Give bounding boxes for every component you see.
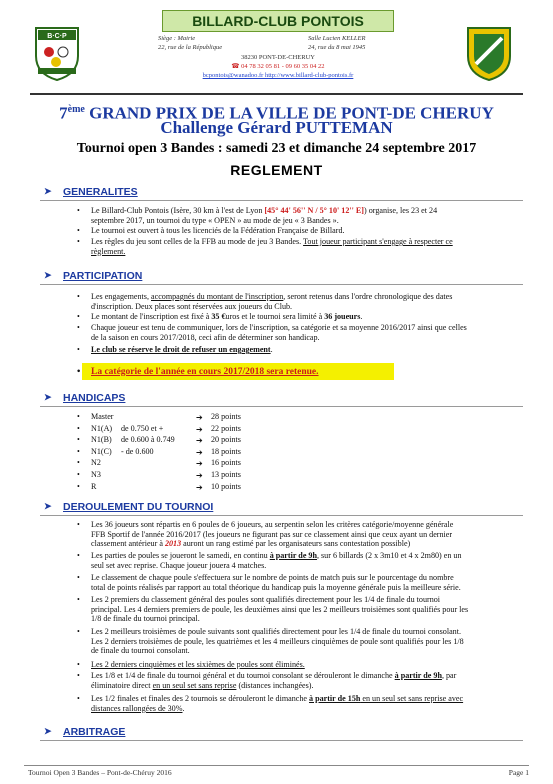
city-crest-right [466,26,512,82]
tournament-dates: Tournoi open 3 Bandes : samedi 23 et dimanche 24 septembre 2017 [76,141,477,156]
handicap-points: 20 points [211,435,241,445]
list-item: • Les 2 premiers du classement général des poules sont qualifiés directement pour les 1/4 de finale du tournoi principal. Les 4 derniers premiers de poule, les deuxièmes ainsi que les 2 meilleurs troisièmes sont qualifiés pour les 1/8 de finale du tournoi principal. [91,595,529,624]
list-item: • Le tournoi est ouvert à tous les licenciés de la Fédération Française de Billard. [91,226,529,236]
handicap-points: 16 points [211,458,241,468]
address-left: 22, rue de la République [158,44,223,51]
section-rule [40,284,523,285]
page-number: Page 1 [508,768,529,777]
handicap-row [91,458,351,470]
handicap-row [91,482,351,494]
club-name: BILLARD-CLUB PONTOIS [162,10,394,32]
handicap-row [91,435,351,447]
list-item: • Chaque joueur est tenu de communiquer, lors de l'inscription, sa catégorie et sa moyenne 2016/2017 ainsi que celles de la saison en cours 2017/2018, ceci afin de déterminer son handicap. [91,323,529,342]
handicap-points: 28 points [211,412,241,421]
handicap-points: 22 points [211,423,241,433]
list-item: • Les 1/8 et 1/4 de finale du tournoi général et du tournoi consolant se dérouleront le dimanche à partir de 9h, par éliminatoire direct en un seul set sans reprise (distances inchangées). [91,671,529,690]
chevron-right-icon: ➤ [44,501,52,511]
section-handicaps: ➤ HANDICAPS [44,392,126,404]
contact-links[interactable]: bcpontois@wanadoo.fr http://www.billard-club-pontois.fr [202,72,354,79]
handicap-category: • Master [91,412,114,421]
list-item: • Les 2 meilleurs troisièmes de poule suivants sont qualifiés directement pour les 1/4 de finale du tournoi consolant. Les 2 derniers troisièmes de poule, les quatrièmes et les 4 meilleurs cinquièmes de poule sont qualifiés pour les 1/8 de finale du tournoi consolant. [91,627,529,656]
arrow-right-icon: ➔ [196,436,203,446]
list-item: • Le montant de l'inscription est fixé à 35 €uros et le tournoi sera limité à 36 joueurs. [91,312,529,322]
grand-prix-title: 7ème GRAND PRIX DE LA VILLE DE PONT-DE CHERUY [59,103,494,123]
club-header [148,10,408,90]
list-item: • Les 1/2 finales et finales des 2 tournois se dérouleront le dimanche à partir de 15h en un seul set sans reprise avec distances rallongées de 30%. [91,694,529,713]
handicap-category: • N1(A) [91,423,113,433]
city-line: 38230 PONT-DE-CHERUY [241,54,315,61]
arrow-right-icon: ➔ [196,447,203,457]
list-item: • Les 36 joueurs sont répartis en 6 poules de 6 joueurs, au serpentin selon les critères catégorie/moyenne générale FFB Sportif de l'année 2016/2017 (les joueurs ne figurant pas sur ce classement ainsi que ceux ayant un dernier classement antérieur à 2013 auront un rang estimé par les organisateurs sans contestation possible) [91,520,529,549]
handicap-points: 10 points [211,481,241,491]
list-item: • Le classement de chaque poule s'effectuera sur le nombre de points de match puis sur le pourcentage du nombre total de points réalisés par rapport au total théorique du handicap puis la moyenne générale puis la meilleure série. [91,573,529,592]
handicap-points: 18 points [211,446,241,456]
handicap-category: • N3 [91,470,101,479]
salle-label: Salle Lucien KELLER [308,35,366,42]
handicap-range: - de 0.600 [121,446,154,456]
list-item: • Le club se réserve le droit de refuser un engagement. [91,345,529,355]
phone-line: ☎ 04 78 32 05 81 - 09 60 35 04 22 [231,63,325,70]
svg-text:B·C·P: B·C·P [47,33,67,40]
footer-rule [24,765,529,766]
category-notice: • La catégorie de l'année en cours 2017/2018 sera retenue. [91,367,319,377]
list-item: • Les 2 derniers cinquièmes et les sixièmes de poules sont éliminés. [91,660,529,670]
section-deroulement: ➤ DEROULEMENT DU TOURNOI [44,501,214,513]
list-item: • Le Billard-Club Pontois (Isère, 30 km à l'est de Lyon [45° 44' 56'' N / 5° 10' 12'' E]) organise, les 23 et 24 septembre 2017, un tournoi du type « OPEN » au mode de jeu « 3 Bandes ». [91,206,529,225]
arrow-right-icon: ➔ [196,482,203,492]
club-logo-left [34,26,80,82]
handicap-category: • R [91,481,97,491]
handicap-row [91,412,351,424]
section-rule [40,200,523,201]
handicap-category: • N1(C) [91,446,112,456]
handicap-range: de 0.750 et + [121,423,164,433]
chevron-right-icon: ➤ [44,186,52,196]
arrow-right-icon: ➔ [196,424,203,434]
footer-text: Tournoi Open 3 Bandes – Pont-de-Chéruy 2016 [28,768,172,777]
section-rule [40,406,523,407]
section-arbitrage: ➤ ARBITRAGE [44,726,126,738]
handicap-range: de 0.600 à 0.749 [121,435,175,445]
challenge-title: Challenge Gérard PUTTEMAN [160,118,393,137]
arrow-right-icon: ➔ [196,459,203,469]
arrow-right-icon: ➔ [196,471,203,480]
handicap-points: 13 points [211,470,241,479]
chevron-right-icon: ➤ [44,270,52,280]
section-rule [40,515,523,516]
chevron-right-icon: ➤ [44,726,52,736]
arrow-right-icon: ➔ [196,413,203,422]
list-item: • Les engagements, accompagnés du montant de l'inscription, seront retenus dans l'ordre chronologique des dates d'inscription. Deux places sont réservées aux joueurs du Club. [91,292,529,311]
list-item: • Les parties de poules se joueront le samedi, en continu à partir de 9h, sur 6 billards (2 x 3m10 et 4 x 2m80) en un seul set avec reprise. Chaque joueur jouera 4 matches. [91,551,529,570]
list-item: • Les règles du jeu sont celles de la FFB au mode de jeu 3 Bandes. Tout joueur participant s'engage à respecter ce règlement. [91,237,529,256]
handicap-row [91,447,351,459]
handicap-category: • N2 [91,458,101,468]
reglement-heading: REGLEMENT [230,162,323,178]
siege-label: Siège : Mairie [158,35,196,42]
chevron-right-icon: ➤ [44,392,52,402]
section-participation: ➤ PARTICIPATION [44,270,143,282]
section-generalites: ➤ GENERALITES [44,186,138,198]
handicap-category: • N1(B) [91,435,112,445]
address-right: 24, rue du 8 mai 1945 [308,44,366,51]
section-rule [40,740,523,741]
handicap-row [91,470,351,482]
header-divider [30,93,523,95]
handicap-row [91,424,351,436]
